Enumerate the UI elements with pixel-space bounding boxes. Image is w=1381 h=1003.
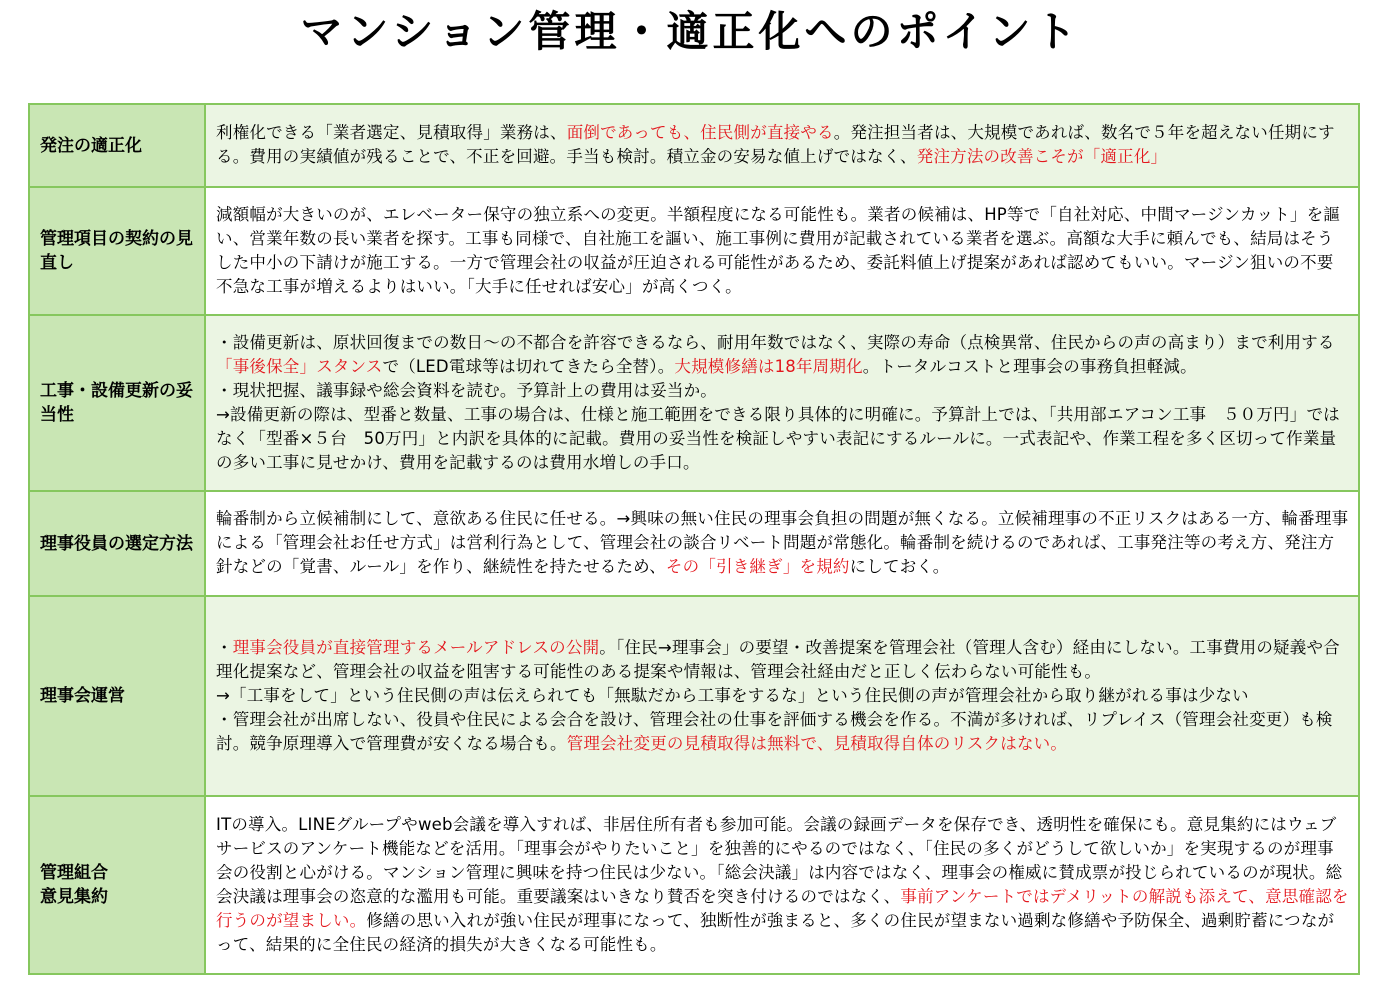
row-label	[29, 796, 205, 974]
row-body-paragraph	[216, 684, 1350, 708]
table-row	[29, 796, 1359, 974]
table-row	[29, 596, 1359, 796]
body-text: 輪番制から立候補制にして、意欲ある住民に任せる。→興味の無い住民の理事会負担の問題が無くなる。立候補理事の不正リスクはある一方、輪番理事による「管理会社お任せ方式」は営利行為として、管理会社の談合リベート問題が常態化。輪番制を続けるのであれば、工事発注等の考え方、発注方針などの「覚書、ルール」を作り、継続性を持たせるため、	[216, 509, 1349, 576]
row-body	[205, 104, 1359, 187]
row-body	[205, 187, 1359, 315]
row-label-text: 理事役員の選定方法	[40, 533, 193, 554]
row-body-paragraph	[216, 331, 1350, 379]
row-label-text: 意見集約	[40, 887, 108, 907]
row-label	[29, 104, 205, 187]
page-title: マンション管理・適正化へのポイント	[300, 7, 1081, 56]
body-text: →設備更新の際は、型番と数量、工事の場合は、仕様と施工範囲をできる限り具体的に明確に。予算計上では、「共用部エアコン工事 ５０万円」ではなく「型番×５台 50万円」と内訳を具体的に記載。費用の妥当性を検証しやすい表記にするルールに。一式表記や、作業工程を多く区切って作業量の多い工事に見せかけ、費用を記載するのは費用水増しの手口。	[216, 404, 1340, 472]
emphasis-text: 面倒であっても、住民側が直接やる	[566, 123, 834, 142]
row-body	[205, 796, 1359, 974]
body-text: ・管理会社が出席しない、役員や住民による会合を設け、管理会社の仕事を評価する機会を作る。不満が多ければ、リプレイス（管理会社変更）も検討。競争原理導入で管理費が安くなる場合も。	[216, 709, 1333, 753]
row-label	[29, 315, 205, 491]
points-table	[28, 103, 1360, 975]
body-text: 。発注担当者は、大規模であれば、数名で５年を超えない任期にする。費用の実績値が残ることで、不正を回避。手当も検討。積立金の安易な値上げではなく、	[216, 123, 1335, 166]
body-text: →「工事をして」という住民側の声は伝えられても「無駄だから工事をするな」という住民側の声が管理会社から取り継がれる事は少ない	[216, 685, 1249, 705]
row-body	[205, 491, 1359, 596]
body-text: ・現状把握、議事録や総会資料を読む。予算計上の費用は妥当か。	[216, 380, 717, 400]
body-text: ・設備更新は、原状回復までの数日〜の不都合を許容できるなら、耐用年数ではなく、実際の寿命（点検異常、住民からの声の高まり）まで利用する	[216, 332, 1335, 352]
row-body-paragraph	[216, 379, 1350, 403]
body-text: 減額幅が大きいのが、エレベーター保守の独立系への変更。半額程度になる可能性も。業者の候補は、HP等で「自社対応、中間マージンカット」を謳い、営業年数の長い業者を探す。工事も同様で、自社施工を謳い、施工事例に費用が記載されている業者を選ぶ。高額な大手に頼んでも、結局はそうした中小の下請けが施工する。一方で管理会社の収益が圧迫される可能性があるため、委託料値上げ提案があれば認めてもいい。マージン狙いの不要不急な工事が増えるよりはいい。「大手に任せれば安心」が高くつく。	[216, 204, 1341, 296]
body-text: 利権化できる「業者選定、見積取得」業務は、	[216, 123, 567, 142]
row-label	[29, 596, 205, 796]
row-label-text: 管理組合	[40, 863, 108, 883]
row-label	[29, 491, 205, 596]
row-body-paragraph	[216, 636, 1350, 684]
row-body-paragraph	[216, 813, 1350, 957]
row-label	[29, 187, 205, 315]
body-text: ・	[216, 637, 233, 657]
body-text: 。トータルコストと理事会の事務負担軽減。	[862, 356, 1197, 376]
row-body	[205, 596, 1359, 796]
row-body-paragraph	[216, 203, 1350, 299]
emphasis-text: その「引き継ぎ」を規約	[665, 557, 850, 576]
row-body-paragraph	[216, 121, 1350, 169]
row-body	[205, 315, 1359, 491]
body-text: 。「住民→理事会」の要望・改善提案を管理会社（管理人含む）経由にしない。工事費用の疑義や合理化提案など、管理会社の収益を阻害する可能性のある提案や情報は、管理会社経由だと正しく伝わらない可能性も。	[216, 637, 1340, 681]
row-body-paragraph	[216, 708, 1350, 756]
table-row	[29, 104, 1359, 187]
emphasis-text: 大規模修繕は18年周期化	[674, 356, 863, 376]
body-text: ITの導入。LINEグループやweb会議を導入すれば、非居住所有者も参加可能。会議の録画データを保存でき、透明性を確保にも。意見集約にはウェブサービスのアンケート機能などを活用。「理事会がやりたいこと」を独善的にやるのではなく、「住民の多くがどうして欲しいか」を実現するのが理事会の役割と心がける。マンション管理に興味を持つ住民は少ない。「総会決議」は内容ではなく、理事会の権威に賛成票が投じられているのが現状。総会決議は理事会の恣意的な濫用も可能。重要議案はいきなり賛否を突き付けるのではなく、	[216, 814, 1343, 906]
row-label-text: 管理項目の契約の見直し	[40, 229, 193, 273]
row-label-text: 工事・設備更新の妥当性	[40, 381, 193, 425]
points-table-body	[29, 104, 1359, 974]
body-text: 修繕の思い入れが強い住民が理事になって、独断性が強まると、多くの住民が望まない過剰な修繕や予防保全、過剰貯蓄につながって、結果的に全住民の経済的損失が大きくなる可能性も。	[216, 910, 1335, 954]
body-text: で（LED電球等は切れてきたら全替）。	[382, 356, 675, 376]
row-label-text: 発注の適正化	[40, 135, 142, 156]
table-row	[29, 491, 1359, 596]
emphasis-text: 事前アンケートではデメリットの解説も添えて、意思確認を行うのが望ましい。	[216, 886, 1349, 930]
emphasis-text: 発注方法の改善こそが「適正化」	[916, 147, 1168, 166]
row-body-paragraph	[216, 507, 1350, 579]
emphasis-text: 理事会役員が直接管理するメールアドレスの公開	[232, 637, 600, 657]
table-row	[29, 315, 1359, 491]
body-text: にしておく。	[849, 557, 950, 576]
emphasis-text: 管理会社変更の見積取得は無料で、見積取得自体のリスクはない。	[566, 733, 1068, 753]
table-row	[29, 187, 1359, 315]
row-label-text: 理事会運営	[40, 686, 125, 706]
emphasis-text: 「事後保全」スタンス	[216, 356, 383, 376]
row-body-paragraph	[216, 403, 1350, 475]
